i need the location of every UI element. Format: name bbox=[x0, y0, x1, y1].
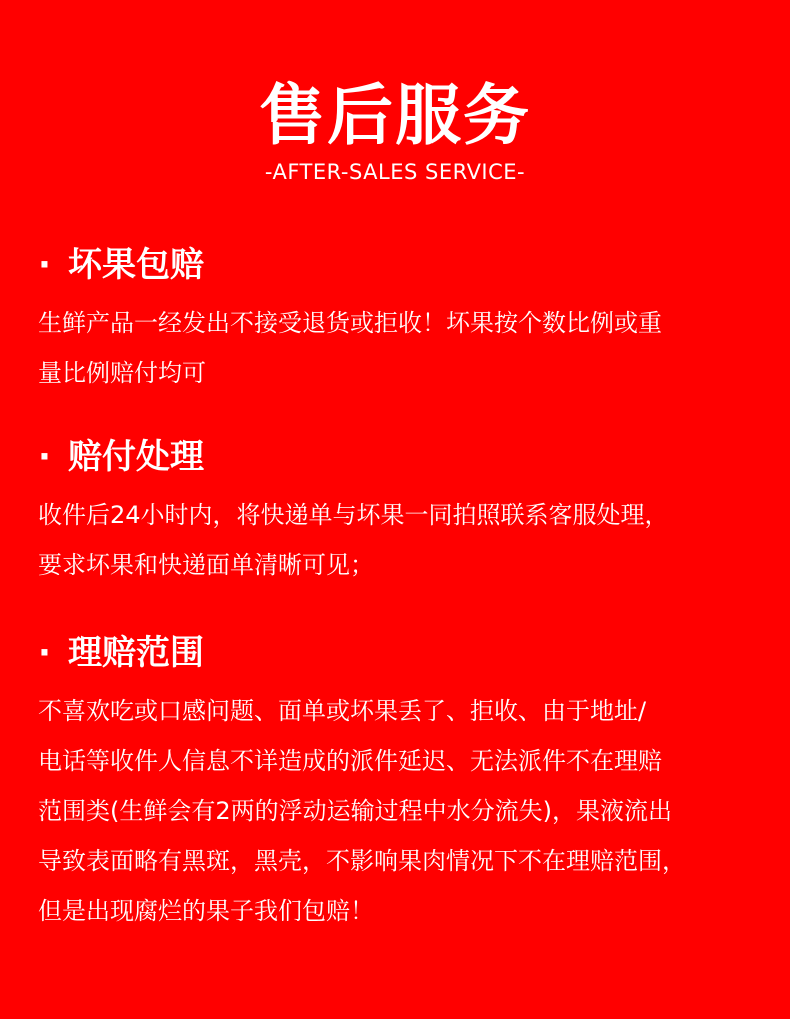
section-title-text: 赔付处理 bbox=[68, 437, 204, 477]
body-line: 导致表面略有黑斑，黑壳，不影响果肉情况下不在理赔范围， bbox=[38, 847, 686, 875]
section-title-text: 坏果包赔 bbox=[68, 245, 204, 285]
section-body bbox=[38, 298, 768, 398]
body-line: 要求坏果和快递面单清晰可见； bbox=[38, 551, 374, 579]
page-title: 售后服务 bbox=[259, 77, 531, 154]
section-body bbox=[38, 686, 768, 936]
body-line: 但是出现腐烂的果子我们包赔！ bbox=[38, 897, 374, 925]
section-bad-fruit-compensation bbox=[38, 242, 768, 398]
section-title-text: 理赔范围 bbox=[68, 633, 204, 673]
section-title bbox=[38, 434, 768, 480]
body-line: 范围类(生鲜会有2两的浮动运输过程中水分流失)，果液流出 bbox=[38, 797, 672, 825]
body-line: 量比例赔付均可 bbox=[38, 359, 206, 387]
bullet-dot: · bbox=[38, 437, 51, 477]
page-subtitle: -AFTER-SALES SERVICE- bbox=[264, 160, 526, 184]
body-line: 收件后24小时内，将快递单与坏果一同拍照联系客服处理， bbox=[38, 501, 669, 529]
bullet-dot: · bbox=[38, 633, 51, 673]
body-line: 不喜欢吃或口感问题、面单或坏果丢了、拒收、由于地址/ bbox=[38, 697, 647, 725]
section-claim-scope bbox=[38, 630, 768, 936]
header bbox=[0, 78, 790, 186]
section-body bbox=[38, 490, 768, 590]
body-line: 生鲜产品一经发出不接受退货或拒收！坏果按个数比例或重 bbox=[38, 309, 662, 337]
bullet-dot: · bbox=[38, 245, 51, 285]
section-title bbox=[38, 630, 768, 676]
body-line: 电话等收件人信息不详造成的派件延迟、无法派件不在理赔 bbox=[38, 747, 662, 775]
section-compensation-process bbox=[38, 434, 768, 590]
section-title bbox=[38, 242, 768, 288]
